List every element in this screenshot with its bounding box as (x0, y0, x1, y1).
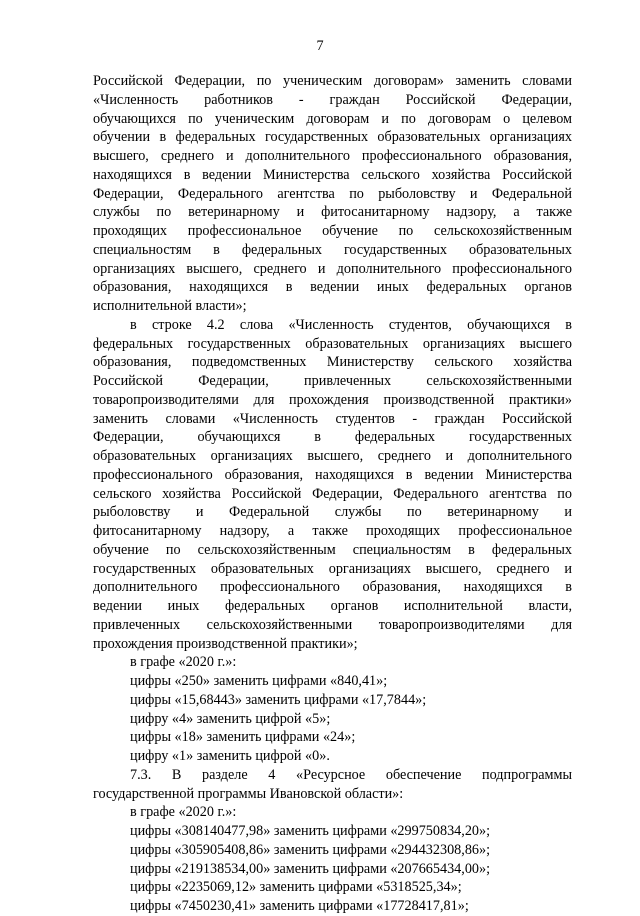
text-line: цифры «2235069,12» заменить цифрами «5318525,34»; (130, 879, 462, 896)
text-line: в строке 4.2 слова «Численность студентов, обучающихся в (130, 316, 572, 333)
text-line: проходящих профессиональное обучение по сельскохозяйственным (93, 223, 572, 239)
text-line: Российской Федерации, по ученическим договорам» заменить словами (93, 73, 572, 89)
text-line: цифру «1» заменить цифрой «0». (130, 748, 330, 764)
text-line: прохождения производственной практики»; (93, 635, 358, 652)
text-line: дополнительного профессионального образования, находящихся в (93, 579, 572, 596)
text-line: в графе «2020 г.»: (130, 654, 237, 671)
text-line: специальностям в федеральных государственных образовательных (93, 241, 572, 258)
text-line: федеральных государственных образовательных организациях высшего (93, 335, 572, 352)
text-line: товаропроизводителями для прохождения производственной практики» (93, 391, 572, 408)
text-line: 7.3. В разделе 4 «Ресурсное обеспечение подпрограммы (130, 766, 572, 783)
text-line: цифры «250» заменить цифрами «840,41»; (130, 673, 388, 689)
text-line: «Численность работников - граждан Российской Федерации, (93, 91, 572, 108)
text-line: привлеченных сельскохозяйственными товаропроизводителями для (93, 616, 572, 633)
text-line: цифры «15,68443» заменить цифрами «17,7844»; (130, 691, 427, 708)
text-line: профессионального образования, находящихся в ведении Министерства (93, 466, 572, 483)
text-line: образования, подведомственных Министерству сельского хозяйства (93, 354, 572, 371)
text-line: цифру «4» заменить цифрой «5»; (130, 710, 331, 727)
body-text (93, 72, 572, 916)
text-line: Российской Федерации, привлеченных сельскохозяйственными (93, 373, 572, 389)
text-line: обучающихся по ученическим договорам и по договорам о целевом (93, 110, 572, 127)
text-line: находящихся в ведении Министерства сельского хозяйства Российской (93, 166, 572, 183)
text-line: обучение по сельскохозяйственным специальностям в федеральных (93, 541, 572, 558)
text-line: рыболовству и Федеральной службы по ветеринарному и (93, 504, 572, 521)
text-line: образовательных организациях высшего, среднего и дополнительного (93, 448, 572, 464)
text-line: службы по ветеринарному и фитосанитарному надзору, а также (93, 204, 572, 221)
text-line: цифры «308140477,98» заменить цифрами «299750834,20»; (130, 823, 491, 839)
text-line: цифры «305905408,86» заменить цифрами «294432308,86»; (130, 841, 491, 858)
text-line: цифры «219138534,00» заменить цифрами «207665434,00»; (130, 860, 491, 877)
text-line: сельского хозяйства Российской Федерации, Федерального агентства по (93, 485, 572, 502)
text-line: фитосанитарному надзору, а также проходящих профессиональное (93, 523, 572, 539)
text-line: цифры «18» заменить цифрами «24»; (130, 729, 356, 746)
text-line: обучении в федеральных государственных образовательных организациях (93, 129, 572, 146)
text-line: в графе «2020 г.»: (130, 804, 237, 821)
text-line: государственных образовательных организациях высшего, среднего и (93, 560, 572, 577)
text-line: цифры «7450230,41» заменить цифрами «17728417,81»; (130, 898, 469, 914)
page-number: 7 (316, 38, 324, 54)
text-line: исполнительной власти»; (93, 298, 247, 314)
text-line: образования, находящихся в ведении иных федеральных органов (93, 279, 572, 296)
text-line: заменить словами «Численность студентов - граждан Российской (93, 410, 572, 427)
text-line: Федерации, обучающихся в федеральных государственных (93, 429, 572, 446)
text-line: Федерации, Федерального агентства по рыболовству и Федеральной (93, 185, 572, 202)
text-line: ведении иных федеральных органов исполнительной власти, (93, 598, 572, 614)
text-line: организациях высшего, среднего и дополнительного профессионального (93, 260, 572, 277)
text-line: государственной программы Ивановской области»: (93, 785, 404, 802)
text-line: высшего, среднего и дополнительного профессионального образования, (93, 148, 572, 164)
